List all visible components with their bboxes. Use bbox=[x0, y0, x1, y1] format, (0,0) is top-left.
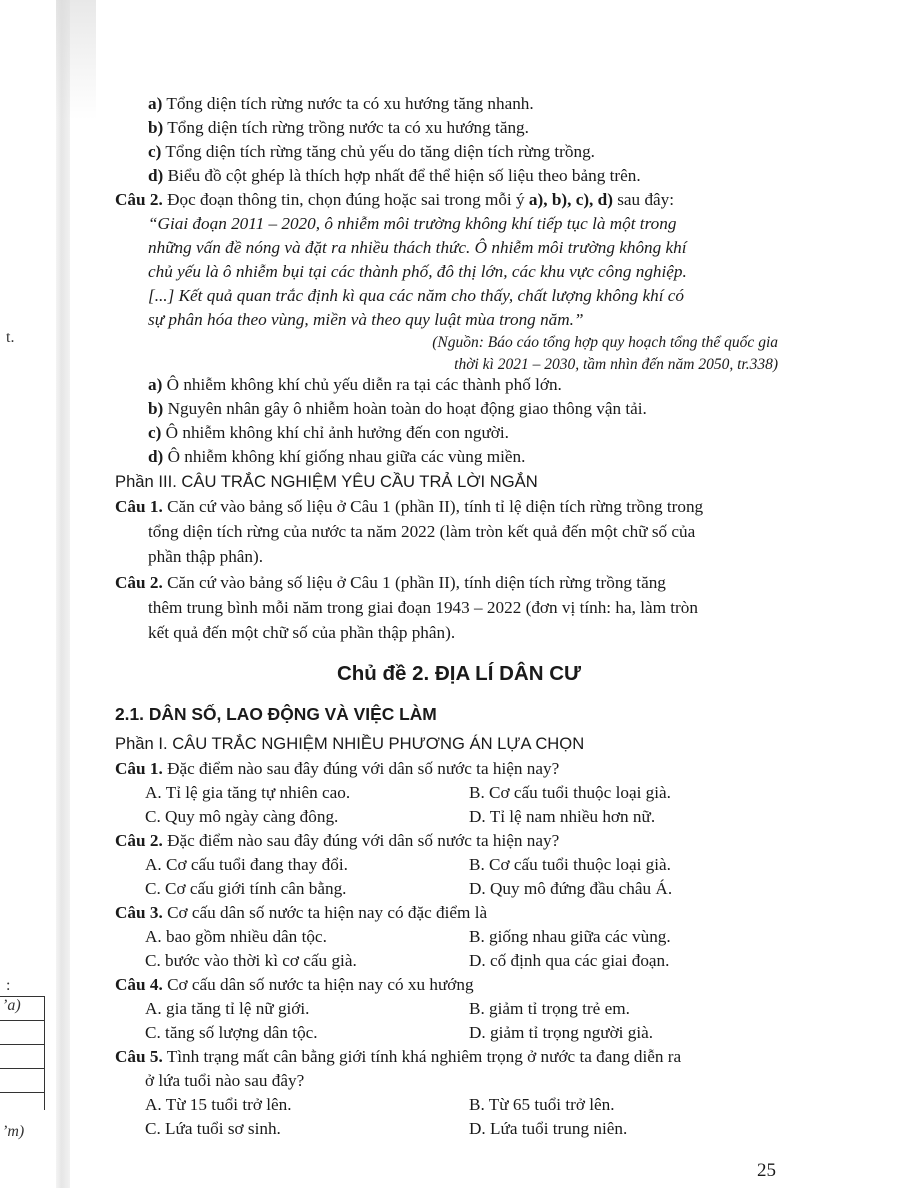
option-line: b) Tổng diện tích rừng trồng nước ta có xu hướng tăng. bbox=[148, 118, 529, 137]
answer-option: C. bước vào thời kì cơ cấu già. bbox=[145, 951, 357, 970]
question-prompt: Câu 2. Đọc đoạn thông tin, chọn đúng hoặc sai trong mỗi ý a), b), c), d) sau đây: bbox=[115, 190, 675, 209]
question-line: kết quả đến một chữ số của phần thập phân). bbox=[148, 623, 456, 642]
binding-gutter bbox=[56, 0, 70, 1188]
margin-table-fragment bbox=[0, 996, 45, 1110]
margin-fragment: ʼm) bbox=[2, 1123, 25, 1140]
source-citation: (Nguồn: Báo cáo tổng hợp quy hoạch tổng thể quốc gia bbox=[432, 334, 778, 351]
question-prompt: Câu 2. Đặc điểm nào sau đây đúng với dân số nước ta hiện nay? bbox=[115, 831, 560, 850]
part-heading: Phần III. CÂU TRẮC NGHIỆM YÊU CẦU TRẢ LỜI NGẮN bbox=[115, 472, 538, 491]
answer-option: A. Từ 15 tuổi trở lên. bbox=[145, 1095, 292, 1114]
question-prompt: Câu 5. Tình trạng mất cân bằng giới tính khá nghiêm trọng ở nước ta đang diễn ra bbox=[115, 1047, 682, 1066]
margin-fragment: t. bbox=[6, 329, 15, 346]
answer-option: B. Cơ cấu tuổi thuộc loại già. bbox=[469, 855, 671, 874]
answer-option: B. Từ 65 tuổi trở lên. bbox=[469, 1095, 615, 1114]
option-line: d) Biểu đồ cột ghép là thích hợp nhất để thể hiện số liệu theo bảng trên. bbox=[148, 166, 641, 185]
source-citation: thời kì 2021 – 2030, tầm nhìn đến năm 2050, tr.338) bbox=[454, 356, 778, 373]
answer-option: C. Lứa tuổi sơ sinh. bbox=[145, 1119, 281, 1138]
topic-title: Chủ đề 2. ĐỊA LÍ DÂN CƯ bbox=[336, 662, 582, 685]
question-line: tổng diện tích rừng của nước ta năm 2022 (làm tròn kết quả đến một chữ số của bbox=[148, 522, 696, 541]
quote-line: chủ yếu là ô nhiễm bụi tại các thành phố, đô thị lớn, các khu vực công nghiệp. bbox=[148, 262, 687, 281]
answer-option: C. Cơ cấu giới tính cân bằng. bbox=[145, 879, 347, 898]
answer-option: A. gia tăng tỉ lệ nữ giới. bbox=[145, 999, 310, 1018]
answer-option: C. Quy mô ngày càng đông. bbox=[145, 807, 339, 826]
question-prompt: Câu 1. Đặc điểm nào sau đây đúng với dân số nước ta hiện nay? bbox=[115, 759, 560, 778]
page-number: 25 bbox=[757, 1160, 776, 1181]
option-line: b) Nguyên nhân gây ô nhiễm hoàn toàn do hoạt động giao thông vận tải. bbox=[148, 399, 647, 418]
option-line: d) Ô nhiễm không khí giống nhau giữa các vùng miền. bbox=[148, 447, 526, 466]
answer-option: B. Cơ cấu tuổi thuộc loại già. bbox=[469, 783, 671, 802]
part-heading: Phần I. CÂU TRẮC NGHIỆM NHIỀU PHƯƠNG ÁN LỰA CHỌN bbox=[115, 734, 585, 753]
question-prompt: Câu 2. Căn cứ vào bảng số liệu ở Câu 1 (phần II), tính diện tích rừng trồng tăng bbox=[115, 573, 666, 592]
question-line: phần thập phân). bbox=[148, 547, 264, 566]
quote-line: [...] Kết quả quan trắc định kì qua các năm cho thấy, chất lượng không khí có bbox=[148, 286, 685, 305]
question-prompt: Câu 1. Căn cứ vào bảng số liệu ở Câu 1 (phần II), tính tỉ lệ diện tích rừng trồng trong bbox=[115, 497, 704, 516]
answer-option: D. Lứa tuổi trung niên. bbox=[469, 1119, 628, 1138]
scan-shadow bbox=[56, 0, 96, 120]
option-line: a) Ô nhiễm không khí chủ yếu diễn ra tại các thành phố lớn. bbox=[148, 375, 562, 394]
option-line: c) Tổng diện tích rừng tăng chủ yếu do tăng diện tích rừng trồng. bbox=[148, 142, 595, 161]
question-prompt: Câu 4. Cơ cấu dân số nước ta hiện nay có xu hướng bbox=[115, 975, 474, 994]
answer-option: A. Tỉ lệ gia tăng tự nhiên cao. bbox=[145, 783, 351, 802]
answer-option: A. bao gồm nhiều dân tộc. bbox=[145, 927, 327, 946]
question-prompt: Câu 3. Cơ cấu dân số nước ta hiện nay có đặc điểm là bbox=[115, 903, 488, 922]
answer-option: B. giống nhau giữa các vùng. bbox=[469, 927, 671, 946]
option-line: c) Ô nhiễm không khí chỉ ảnh hưởng đến con người. bbox=[148, 423, 509, 442]
question-line: thêm trung bình mỗi năm trong giai đoạn 1943 – 2022 (đơn vị tính: ha, làm tròn bbox=[148, 598, 698, 617]
quote-line: “Giai đoạn 2011 – 2020, ô nhiễm môi trường không khí tiếp tục là một trong bbox=[148, 214, 677, 233]
quote-line: những vấn đề nóng và đặt ra nhiều thách thức. Ô nhiễm môi trường không khí bbox=[148, 238, 687, 257]
section-title: 2.1. DÂN SỐ, LAO ĐỘNG VÀ VIỆC LÀM bbox=[115, 704, 437, 724]
option-line: a) Tổng diện tích rừng nước ta có xu hướng tăng nhanh. bbox=[148, 94, 534, 113]
answer-option: A. Cơ cấu tuổi đang thay đổi. bbox=[145, 855, 348, 874]
answer-option: D. Tỉ lệ nam nhiều hơn nữ. bbox=[469, 807, 656, 826]
quote-line: sự phân hóa theo vùng, miền và theo quy luật mùa trong năm.” bbox=[148, 310, 584, 329]
answer-option: D. Quy mô đứng đầu châu Á. bbox=[469, 879, 673, 898]
answer-option: C. tăng số lượng dân tộc. bbox=[145, 1023, 318, 1042]
margin-fragment: ʼa) bbox=[2, 997, 21, 1014]
answer-option: D. giảm tỉ trọng người già. bbox=[469, 1023, 654, 1042]
question-line: ở lứa tuổi nào sau đây? bbox=[145, 1071, 305, 1090]
answer-option: D. cố định qua các giai đoạn. bbox=[469, 951, 670, 970]
margin-fragment: : bbox=[6, 977, 11, 994]
answer-option: B. giảm tỉ trọng trẻ em. bbox=[469, 999, 630, 1018]
